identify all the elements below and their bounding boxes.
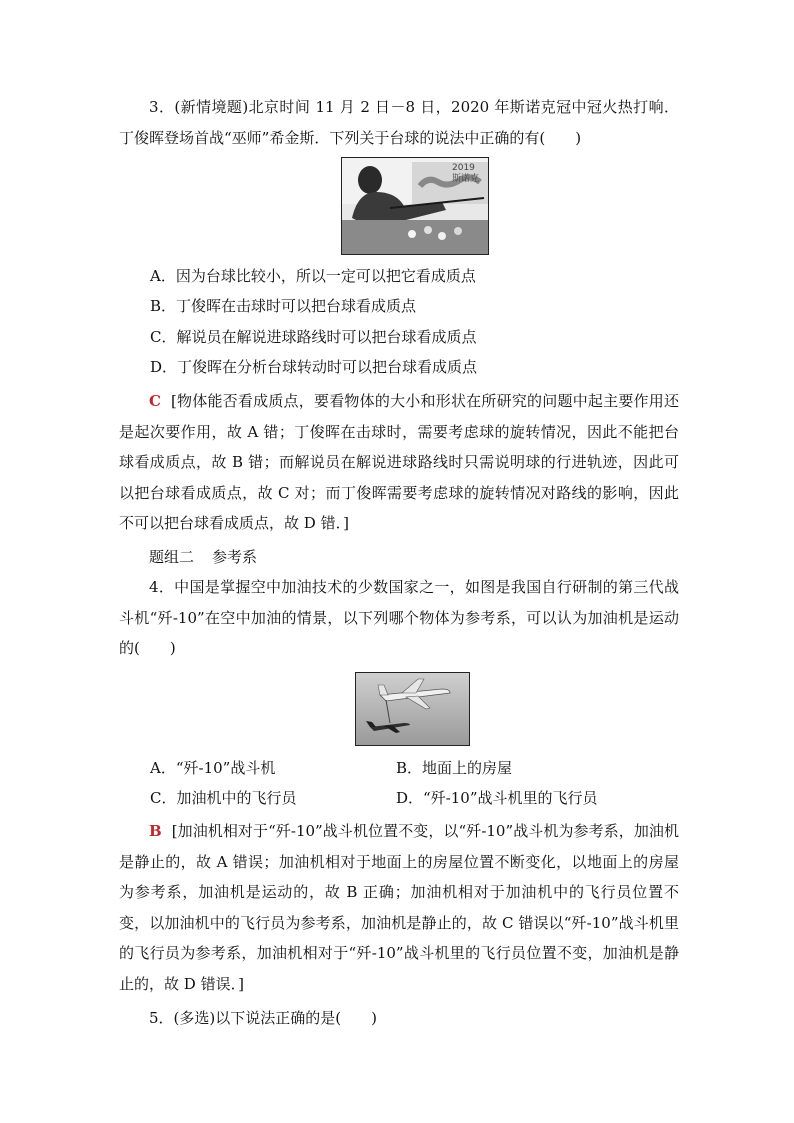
- q3-option-c: C．解说员在解说进球路线时可以把台球看成质点: [150, 328, 477, 346]
- q4-explanation: [加油机相对于“歼-10”战斗机位置不变，以“歼-10”战斗机为参考系，加油机是静止的，故 A 错误；加油机相对于地面上的房屋位置不断变化，以地面上的房屋为参考系，加油机是运动的，故 B 正确；加油机相对于加油机中的飞行员位置不变，以加油机中的飞行员为参考系，加油机是静止的，故 C 错误以“歼-10”战斗机里的飞行员为参考系，加油机相对于“歼-10”战斗机里的飞行员位置不变，加油机是静止的，故 D 错误．]: [119, 822, 679, 993]
- q5-stem: 5．(多选)以下说法正确的是( ): [149, 1009, 377, 1027]
- q4-option-c: C．加油机中的飞行员: [150, 789, 297, 807]
- refueling-photo: [355, 672, 470, 746]
- q4-solution: [119, 816, 679, 999]
- q3-stem: 3．(新情境题)北京时间 11 月 2 日－8 日，2020 年斯诺克冠中冠火热打响．丁俊晖登场首战“巫师”希金斯．下列关于台球的说法中正确的有( ): [119, 98, 679, 147]
- q4-option-b: B．地面上的房屋: [396, 759, 513, 777]
- photo-caption: 2019 斯诺克: [452, 163, 480, 184]
- q4-stem: 4．中国是掌握空中加油技术的少数国家之一，如图是我国自行研制的第三代战斗机“歼-10”在空中加油的情景，以下列哪个物体为参考系，可以认为加油机是运动的( ): [119, 578, 679, 657]
- q3-explanation: [物体能否看成质点，要看物体的大小和形状在所研究的问题中起主要作用还是起次要作用，故 A 错；丁俊晖在击球时，需要考虑球的旋转情况，因此不能把台球看成质点，故 B 错；而解说员在解说进球路线时只需说明球的行进轨迹，因此可以把台球看成质点，故 C 对；而丁俊晖需要考虑球的旋转情况对路线的影响，因此不可以把台球看成质点，故 D 错．]: [119, 392, 679, 532]
- q4-answer: B: [149, 822, 162, 840]
- q4-option-d: D．“歼-10”战斗机里的飞行员: [396, 789, 598, 807]
- q4-option-a: A．“歼-10”战斗机: [150, 759, 276, 777]
- q3-solution: [119, 386, 679, 539]
- section-title: 参考系: [212, 548, 258, 566]
- q3-option-b: B．丁俊晖在击球时可以把台球看成质点: [150, 297, 417, 315]
- refueling-illustration: [356, 673, 469, 745]
- section-label: 题组二: [149, 548, 195, 566]
- section-header: [149, 542, 257, 572]
- q3-option-a: A．因为台球比较小，所以一定可以把它看成质点: [150, 267, 476, 285]
- q3-answer: C: [149, 392, 161, 410]
- q3-option-d: D．丁俊晖在分析台球转动时可以把台球看成质点: [150, 358, 478, 376]
- snooker-photo: [341, 157, 489, 255]
